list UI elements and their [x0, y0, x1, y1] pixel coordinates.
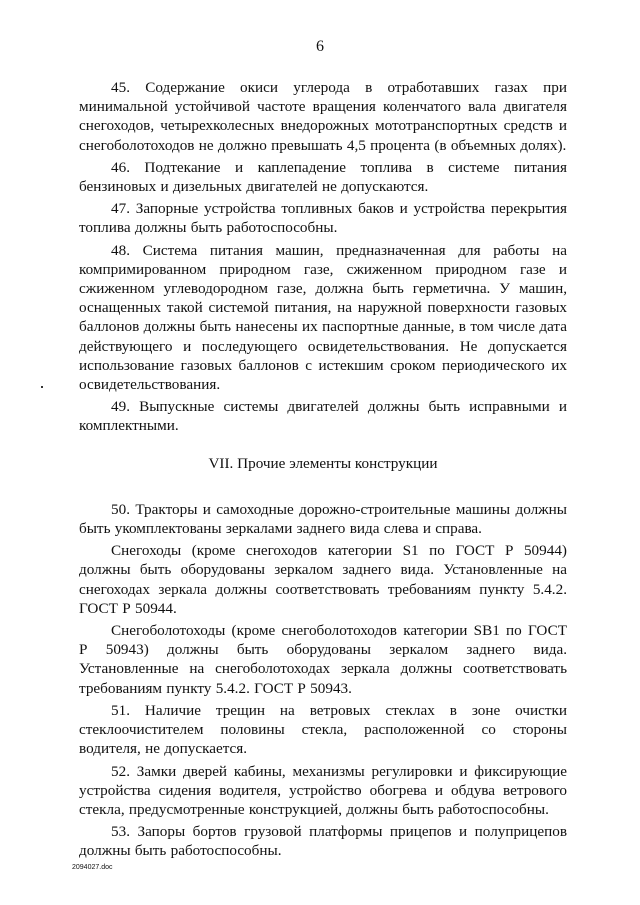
- paragraph-snowmobiles: Снегоходы (кроме снегоходов категории S1 по ГОСТ Р 50944) должны быть оборудованы зеркалом заднего вида. Установленные на снегоходах зеркала должны соответствовать требованиям пункту 5.4.2. ГОСТ Р 50944.: [79, 542, 567, 617]
- paragraph-52: 52. Замки дверей кабины, механизмы регулировки и фиксирующие устройства сидения водителя, устройство обогрева и обдува ветрового стекла, предусмотренные конструкцией, должны быть работоспособны.: [79, 762, 567, 818]
- paragraph-51: 51. Наличие трещин на ветровых стеклах в зоне очистки стеклоочистителем половины стекла, расположенной со стороны водителя, не допускается.: [79, 701, 567, 758]
- scan-speck: [41, 386, 43, 388]
- paragraph-45: 45. Содержание окиси углерода в отработавших газах при минимальной устойчивой частоте вращения коленчатого вала двигателя снегоходов, четырехколесных внедорожных мототранспортных средств и снегоболотоходов не должно превышать 4,5 процента (в объемных долях).: [79, 79, 567, 154]
- footer-filename: 2094027.doc: [72, 864, 113, 871]
- page-number: 6: [316, 38, 324, 55]
- section-heading: VII. Прочие элементы конструкции: [208, 454, 438, 472]
- paragraph-53: 53. Запоры бортов грузовой платформы прицепов и полуприцепов должны быть работоспособны.: [79, 823, 567, 860]
- paragraph-50: 50. Тракторы и самоходные дорожно-строительные машины должны быть укомплектованы зеркалами заднего вида слева и справа.: [79, 500, 567, 538]
- paragraph-48: 48. Система питания машин, предназначенная для работы на компримированном природном газе, сжиженном природном газе и сжиженном углеводородном газе, должна быть герметична. У машин, оснащенных такой системой питания, на наружной поверхности газовых баллонов должны быть нанесены их паспортные данные, в том числе дата действующего и последующего освидетельствования. Не допускается использование газовых баллонов с истекшим сроком периодического их освидетельствования.: [79, 241, 567, 394]
- paragraph-46: 46. Подтекание и каплепадение топлива в системе питания бензиновых и дизельных двигателей не допускаются.: [79, 158, 567, 196]
- paragraph-swamp-vehicles: Снегоболотоходы (кроме снегоболотоходов категории SB1 по ГОСТ Р 50943) должны быть оборудованы зеркалом заднего вида. Установленные на снегоболотоходах зеркала должны соответствовать требованиям пункту 5.4.2. ГОСТ Р 50943.: [79, 622, 567, 697]
- document-body: [79, 78, 567, 864]
- paragraph-47: 47. Запорные устройства топливных баков и устройства перекрытия топлива должны быть работоспособны.: [79, 200, 567, 237]
- paragraph-49: 49. Выпускные системы двигателей должны быть исправными и комплектными.: [79, 398, 567, 435]
